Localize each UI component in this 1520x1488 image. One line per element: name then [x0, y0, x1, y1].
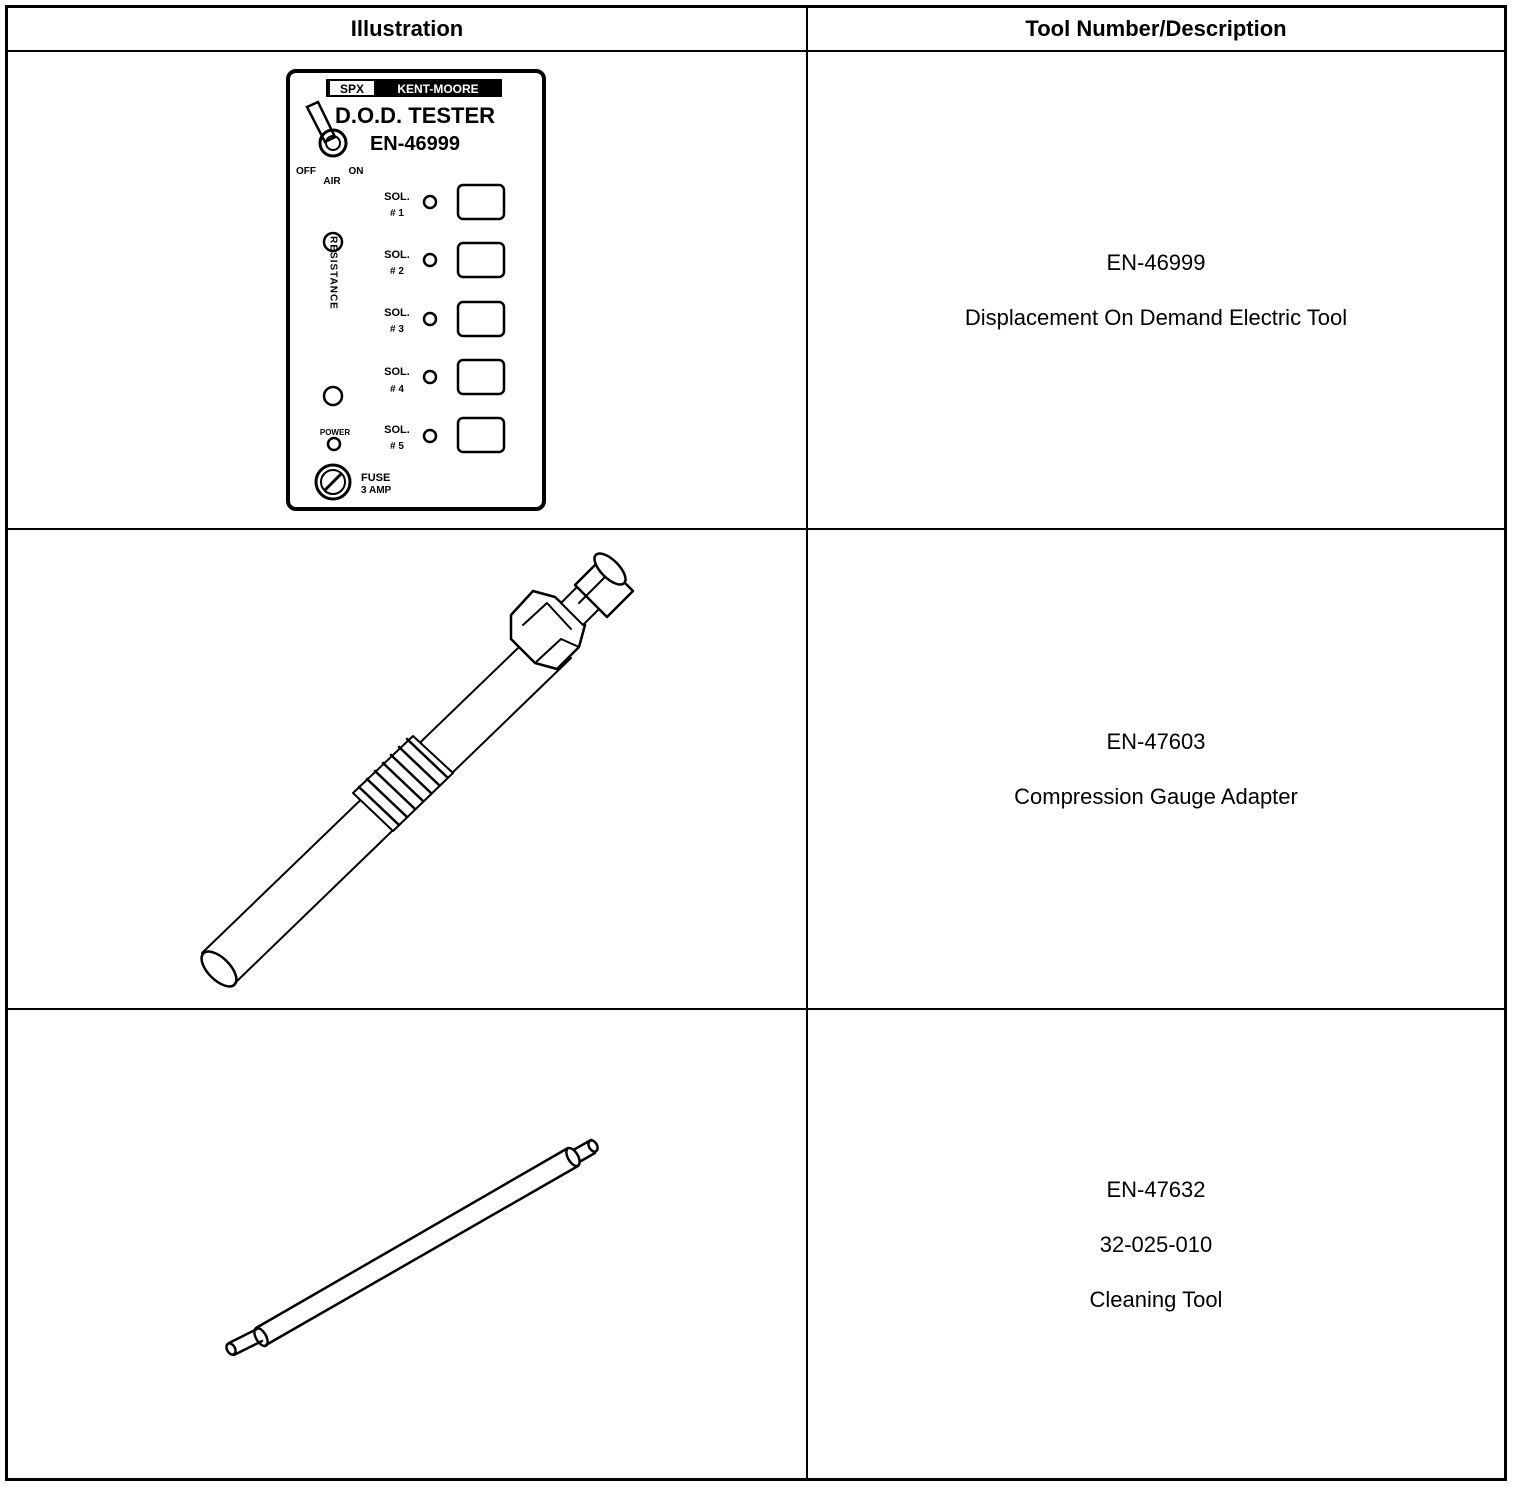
tool-description: Displacement On Demand Electric Tool: [964, 305, 1348, 330]
compression-gauge-adapter-icon: [8, 530, 806, 1008]
illustration-cell: [8, 530, 806, 1008]
tool-description-cell: [808, 530, 1504, 1008]
switch-air-label: AIR: [323, 176, 341, 187]
solenoid-display: [458, 302, 504, 336]
tool-number: EN-46999: [1106, 250, 1206, 275]
tool-number: EN-47632: [1106, 1176, 1206, 1202]
solenoid-number: # 3: [390, 324, 404, 335]
solenoid-number: # 4: [390, 384, 404, 395]
solenoid-3: [384, 302, 504, 336]
solenoid-number: # 2: [390, 266, 404, 277]
solenoid-number: # 1: [390, 208, 404, 219]
power-led-icon: [328, 438, 340, 450]
tool-number: EN-47603: [1106, 729, 1206, 754]
solenoid-led-icon: [424, 313, 436, 325]
brand-kent-moore: KENT-MOORE: [397, 82, 479, 96]
solenoid-led-icon: [424, 196, 436, 208]
solenoid-label: SOL.: [384, 307, 410, 319]
solenoid-led-icon: [424, 430, 436, 442]
tool-table: [5, 5, 1507, 1481]
resistance-label: RESISTANCE: [327, 236, 339, 310]
tool-description: Compression Gauge Adapter: [1014, 784, 1298, 809]
tool-description-cell: [808, 52, 1504, 528]
solenoid-2: [384, 243, 504, 277]
panel-title: D.O.D. TESTER: [334, 103, 496, 128]
solenoid-display: [458, 185, 504, 219]
solenoid-led-icon: [424, 254, 436, 266]
solenoid-label: SOL.: [384, 366, 410, 378]
power-label: POWER: [319, 428, 351, 437]
switch-off-label: OFF: [296, 166, 316, 177]
solenoid-display: [458, 243, 504, 277]
solenoid-1: [384, 185, 504, 219]
fuse-rating: 3 AMP: [361, 485, 392, 496]
solenoid-label: SOL.: [384, 424, 410, 436]
solenoid-number: # 5: [390, 441, 404, 452]
brand-spx: SPX: [339, 82, 365, 96]
resistance-jack-icon: [324, 387, 342, 405]
illustration-cell: [8, 1010, 806, 1478]
solenoid-display: [458, 360, 504, 394]
panel-model: EN-46999: [369, 133, 461, 155]
switch-on-label: ON: [348, 166, 364, 177]
header-tool-description: Tool Number/Description: [1025, 16, 1287, 41]
tool-description-cell: [808, 1010, 1504, 1478]
header-illustration: Illustration: [350, 16, 464, 41]
dod-tester-panel-icon: [8, 52, 806, 528]
tool-description: Cleaning Tool: [1089, 1286, 1223, 1312]
fuse-holder-icon: [316, 465, 350, 499]
cleaning-tool-rod-icon: [8, 1010, 806, 1478]
solenoid-4: [384, 360, 504, 395]
illustration-cell: [8, 52, 806, 528]
solenoid-display: [458, 418, 504, 452]
fuse-label: FUSE: [361, 472, 391, 484]
solenoid-label: SOL.: [384, 249, 410, 261]
tool-part-number: 32-025-010: [1099, 1231, 1213, 1257]
solenoid-led-icon: [424, 371, 436, 383]
solenoid-5: [384, 418, 504, 452]
solenoid-label: SOL.: [384, 191, 410, 203]
